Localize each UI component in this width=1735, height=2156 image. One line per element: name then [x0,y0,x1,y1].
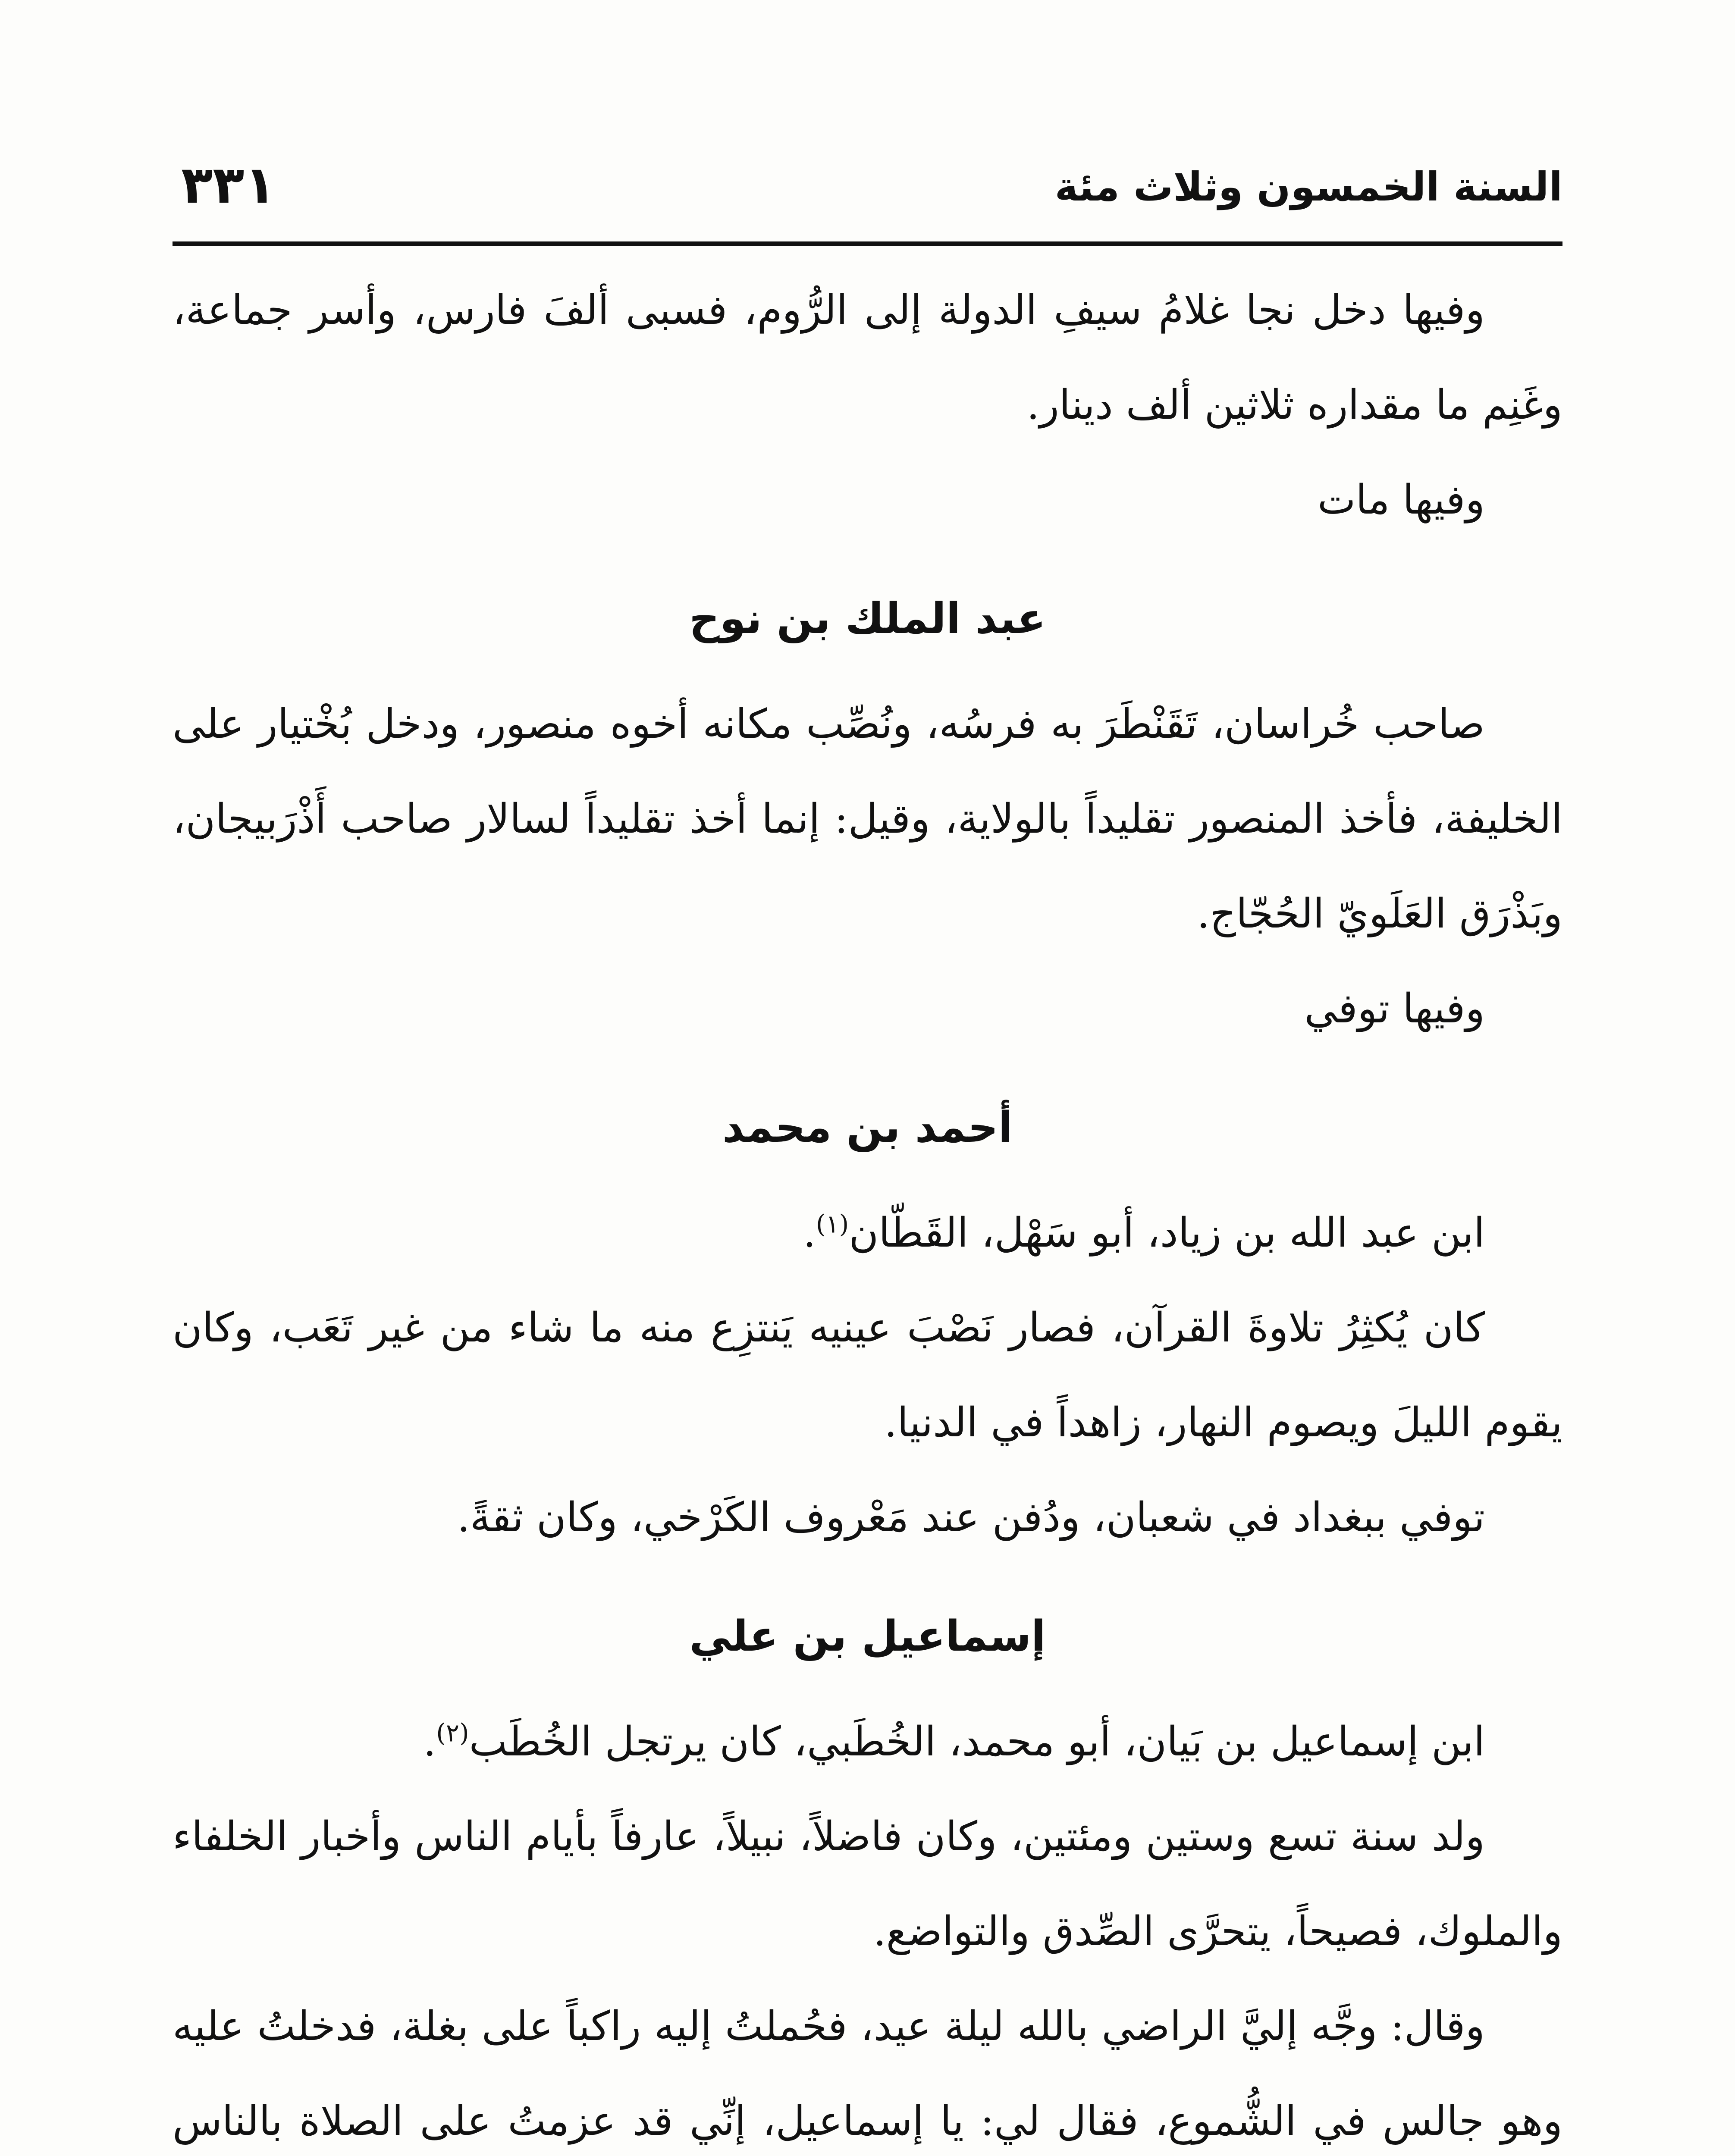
footnote-reference: (١) [816,1209,849,1239]
section-heading: إسماعيل بن علي [689,1612,1046,1661]
paragraph: صاحب خُراسان، تَقَنْطَرَ به فرسُه، ونُصِّب مكانه أخوه منصور، ودخل بُخْتيار على الخليفة، فأخذ المنصور تقليداً بالولاية، وقيل: إنما أخذ تقليداً لسالار صاحب أَذْرَبيجان، وبَذْرَق العَلَويّ الحُجّاج. [173,701,1562,937]
paragraph: وفيها مات [1317,476,1485,523]
paragraph: كان يُكثِرُ تلاوةَ القرآن، فصار نَصْبَ عينيه يَنتزِع منه ما شاء من غير تَعَب، وكان يقوم الليلَ ويصوم النهار، زاهداً في الدنيا. [173,1304,1562,1446]
main-text [173,263,1562,2156]
paragraph: توفي ببغداد في شعبان، ودُفن عند مَعْروف الكَرْخي، وكان ثقةً. [457,1494,1485,1541]
paragraph-end: . [423,1718,436,1765]
paragraph-text: ابن إسماعيل بن بَيان، أبو محمد، الخُطَبي، كان يرتجل الخُطَب [469,1718,1485,1765]
paragraph [173,1186,1562,1281]
paragraph [173,1695,1562,1789]
footnote-reference: (٢) [436,1718,469,1748]
page-header [173,155,1562,224]
header-rule [173,241,1562,246]
paragraph: وفيها توفي [1304,985,1485,1032]
section-heading: عبد الملك بن نوح [689,594,1046,643]
paragraph: وقال: وجَّه إليَّ الراضي بالله ليلة عيد، فحُملتُ إليه راكباً على بغلة، فدخلتُ عليه وهو جالس في الشُّموع، فقال لي: يا إسماعيل، إنِّي قد عزمتُ على الصلاة بالناس [173,2003,1563,2145]
section-heading: أحمد بن محمد [722,1103,1013,1152]
paragraph: ولد سنة تسع وستين ومئتين، وكان فاضلاً، نبيلاً، عارفاً بأيام الناس وأخبار الخلفاء والملوك، فصيحاً، يتحرَّى الصِّدق والتواضع. [173,1813,1562,1955]
page-number: ٣٣١ [181,155,276,215]
paragraph-end: . [803,1210,816,1257]
running-title: السنة الخمسون وثلاث مئة [1054,164,1562,210]
paragraph-text: ابن عبد الله بن زياد، أبو سَهْل، القَطّان [849,1210,1485,1257]
paragraph: وفيها دخل نجا غلامُ سيفِ الدولة إلى الرُّوم، فسبى ألفَ فارس، وأسر جماعة، وغَنِم ما مقداره ثلاثين ألف دينار. [173,287,1562,429]
